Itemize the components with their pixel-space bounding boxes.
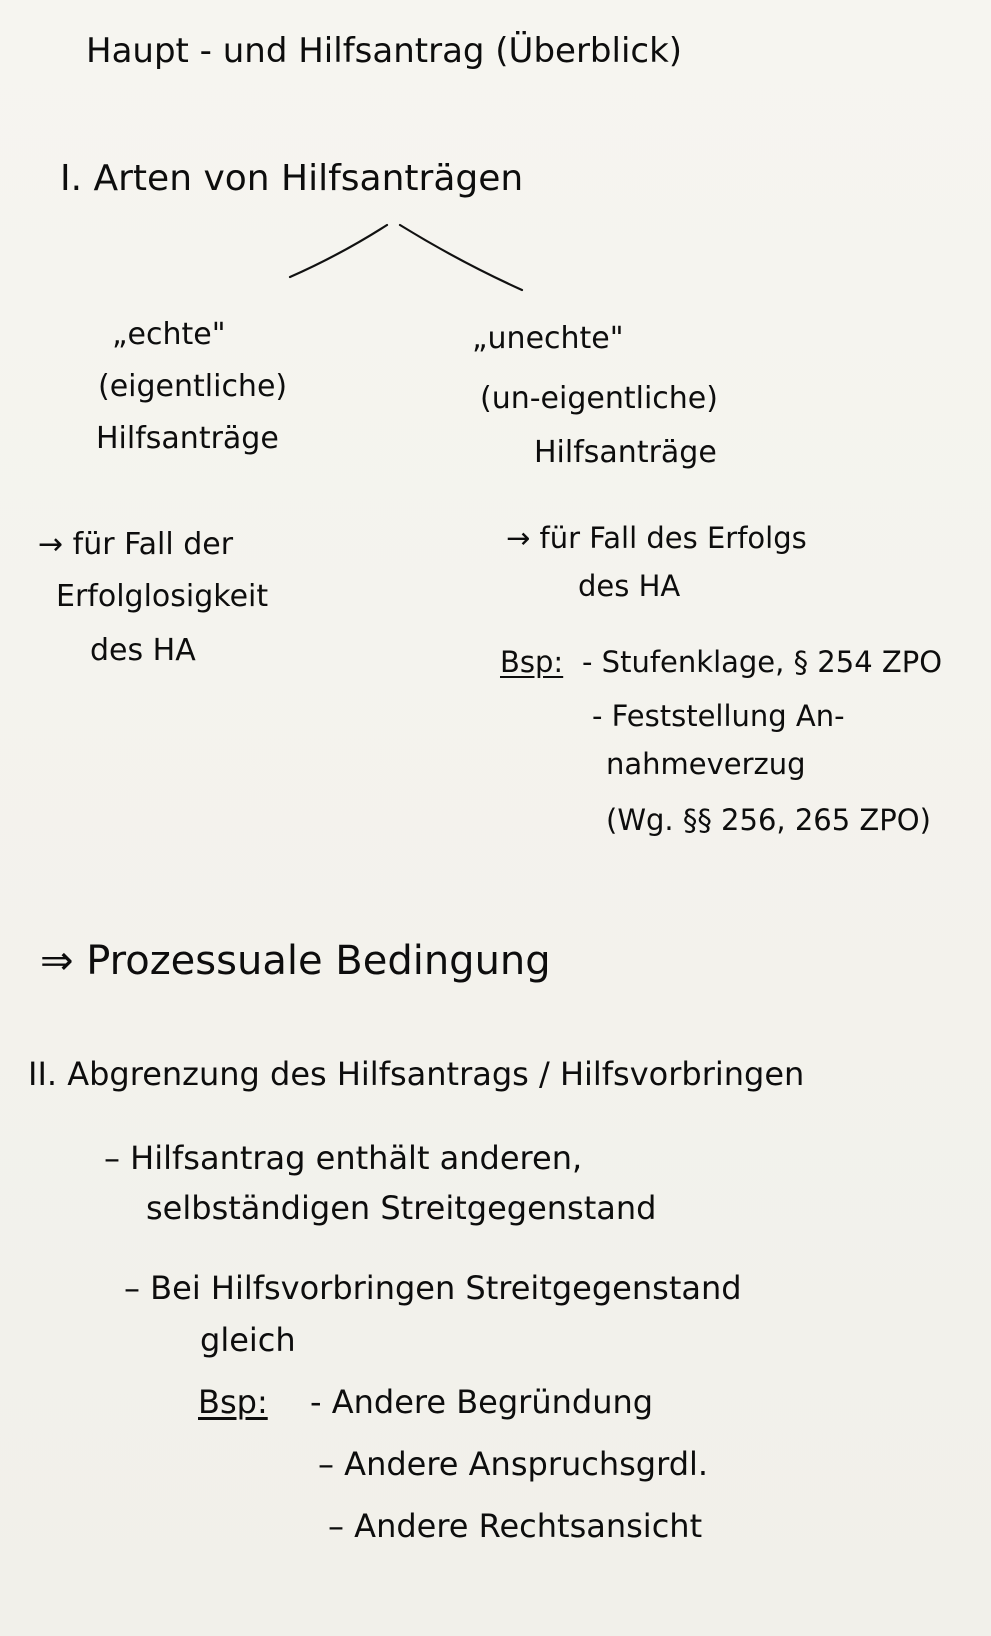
branch-line-right <box>400 225 522 290</box>
section2-item1-line2: selbständigen Streitgegenstand <box>146 1189 657 1227</box>
section2-heading: II. Abgrenzung des Hilfsantrags / Hilfsvorbringen <box>28 1055 805 1093</box>
branch-line-left <box>290 225 387 277</box>
left-desc-line3: des HA <box>90 633 196 668</box>
right-bsp-item1: - Stufenklage, § 254 ZPO <box>582 645 943 679</box>
section2-bsp-item: – Andere Rechtsansicht <box>328 1507 703 1545</box>
left-label-line1: „echte" <box>112 317 226 352</box>
section1-heading: I. Arten von Hilfsanträgen <box>60 158 524 199</box>
left-desc-line1: → für Fall der <box>38 527 234 562</box>
right-bsp-label: Bsp: <box>500 645 564 679</box>
section2-bsp-item: - Andere Begründung <box>310 1383 654 1421</box>
left-label-line2: (eigentliche) <box>98 369 288 404</box>
page-title: Haupt - und Hilfsantrag (Überblick) <box>86 31 683 71</box>
left-desc-line2: Erfolglosigkeit <box>56 579 269 614</box>
right-bsp-item2-line3: (Wg. §§ 256, 265 ZPO) <box>606 803 931 837</box>
right-label-line2: (un-eigentliche) <box>480 381 718 416</box>
right-label-line1: „unechte" <box>472 321 624 356</box>
section2-bsp-label: Bsp: <box>198 1383 268 1421</box>
right-bsp-item2-line2: nahmeverzug <box>606 747 806 781</box>
right-desc-line2: des HA <box>578 569 681 603</box>
section2-item1-line1: – Hilfsantrag enthält anderen, <box>104 1139 583 1177</box>
section2-item2-line1: – Bei Hilfsvorbringen Streitgegenstand <box>124 1269 742 1307</box>
right-label-line3: Hilfsanträge <box>534 435 717 470</box>
right-bsp-item2-line1: - Feststellung An- <box>592 699 845 733</box>
section2-bsp-item: – Andere Anspruchsgrdl. <box>318 1445 709 1483</box>
left-label-line3: Hilfsanträge <box>96 421 279 456</box>
right-desc-line1: → für Fall des Erfolgs <box>506 521 807 555</box>
section2-item2-line2: gleich <box>200 1321 296 1359</box>
conclusion-line: ⇒ Prozessuale Bedingung <box>40 938 551 984</box>
